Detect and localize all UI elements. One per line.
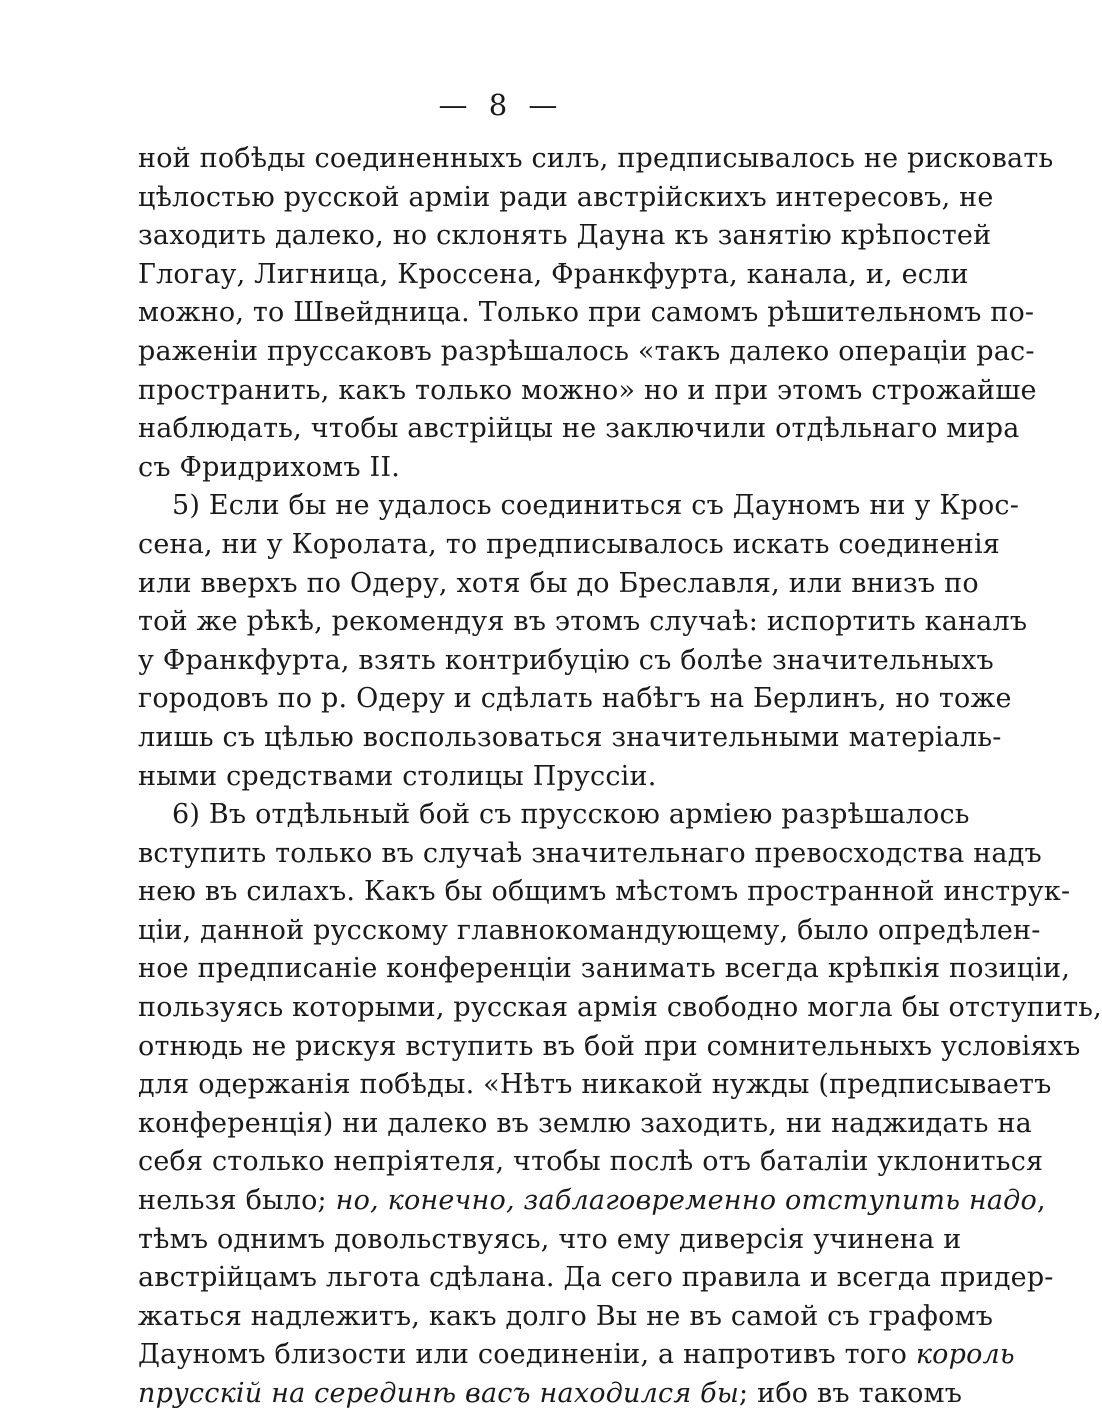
- text-line: ное предписаніе конференціи занимать всегда крѣпкія позиціи,: [138, 953, 1071, 985]
- text-line-italic-mixed: [138, 1375, 963, 1414]
- text-line: у Франкфурта, взять контрибуцію съ болѣе значительныхъ: [138, 644, 994, 676]
- text-line: конференція) ни далеко въ землю заходить, ни наджидать на: [138, 1107, 1032, 1139]
- text-line: жаться надлежитъ, какъ долго Вы не въ самой съ графомъ: [138, 1300, 994, 1332]
- paragraph-1: [138, 140, 1054, 487]
- text-segment: Дауномъ близости или соединеніи, а напротивъ того: [138, 1339, 916, 1371]
- text-line: пространить, какъ только можно» но и при этомъ строжайше: [138, 374, 1037, 406]
- text-segment: нельзя было;: [138, 1185, 336, 1217]
- text-line: съ Фридрихомъ II.: [138, 451, 401, 483]
- text-line: лишь съ цѣлью воспользоваться значительными матеріаль-: [138, 721, 1002, 753]
- text-segment: ; ибо въ такомъ: [739, 1378, 963, 1409]
- text-line: той же рѣкѣ, рекомендуя въ этомъ случаѣ: испортить каналъ: [138, 606, 1028, 638]
- text-line: ными средствами столицы Пруссіи.: [138, 760, 657, 792]
- text-line: Глогау, Лигница, Кроссена, Франкфурта, канала, и, если: [138, 258, 969, 290]
- paragraph-2: [138, 487, 1028, 796]
- paragraph-3: [138, 796, 1102, 1414]
- text-line: вступить только въ случаѣ значительнаго превосходства надъ: [138, 837, 1042, 869]
- text-line: цѣлостью русской арміи ради австрійскихъ интересовъ, не: [138, 181, 994, 213]
- text-line-italic-mixed: [138, 1182, 1046, 1221]
- text-line: 6) Въ отдѣльный бой съ прусскою арміею разрѣшалось: [172, 799, 970, 831]
- italic-emphasis: король: [915, 1339, 1015, 1371]
- text-line: для одержанія побѣды. «Нѣтъ никакой нужды (предписываетъ: [138, 1069, 1052, 1101]
- text-line: сена, ни у Королата, то предписывалось искать соединенія: [138, 528, 1001, 560]
- text-line: можно, то Швейдница. Только при самомъ рѣшительномъ по-: [138, 297, 1035, 329]
- text-line: заходить далеко, но склонять Дауна къ занятію крѣпостей: [138, 220, 992, 252]
- text-line: ной побѣды соединенныхъ силъ, предписывалось не рисковать: [138, 143, 1054, 174]
- text-line: австрійцамъ льгота сдѣлана. Да сего правила и всегда придер-: [138, 1262, 1054, 1294]
- text-line: или вверхъ по Одеру, хотя бы до Бреславля, или внизъ по: [138, 567, 979, 599]
- text-line: наблюдать, чтобы австрійцы не заключили отдѣльнаго мира: [138, 413, 1020, 445]
- text-line-italic-mixed: [138, 1336, 1015, 1375]
- text-line: нею въ силахъ. Какъ бы общимъ мѣстомъ пространной инструк-: [138, 876, 1071, 908]
- text-line: ціи, данной русскому главнокомандующему, было опредѣлен-: [138, 914, 1041, 946]
- text-line: тѣмъ однимъ довольствуясь, что ему диверсія учинена и: [138, 1223, 962, 1255]
- italic-emphasis: но, конечно, заблаговременно отступить надо: [335, 1185, 1037, 1217]
- text-line: городовъ по р. Одеру и сдѣлать набѣгъ на Берлинъ, но тоже: [138, 683, 1012, 715]
- page-number: — 8 —: [438, 88, 564, 122]
- page: [138, 82, 1102, 1414]
- text-line: отнюдь не рискуя вступить въ бой при сомнительныхъ условіяхъ: [138, 1030, 1081, 1062]
- text-line: пользуясь которыми, русская армія свободно могла бы отступить,: [138, 992, 1102, 1024]
- text-line: себя столько непріятеля, чтобы послѣ отъ баталіи уклониться: [138, 1146, 1044, 1178]
- italic-emphasis: прусскій на серединѣ васъ находился бы: [138, 1378, 740, 1409]
- text-line: 5) Если бы не удалось соединиться съ Дауномъ ни у Крос-: [172, 490, 1020, 522]
- text-segment: ,: [1036, 1185, 1046, 1217]
- text-line: раженіи пруссаковъ разрѣшалось «такъ далеко операціи рас-: [138, 335, 1035, 367]
